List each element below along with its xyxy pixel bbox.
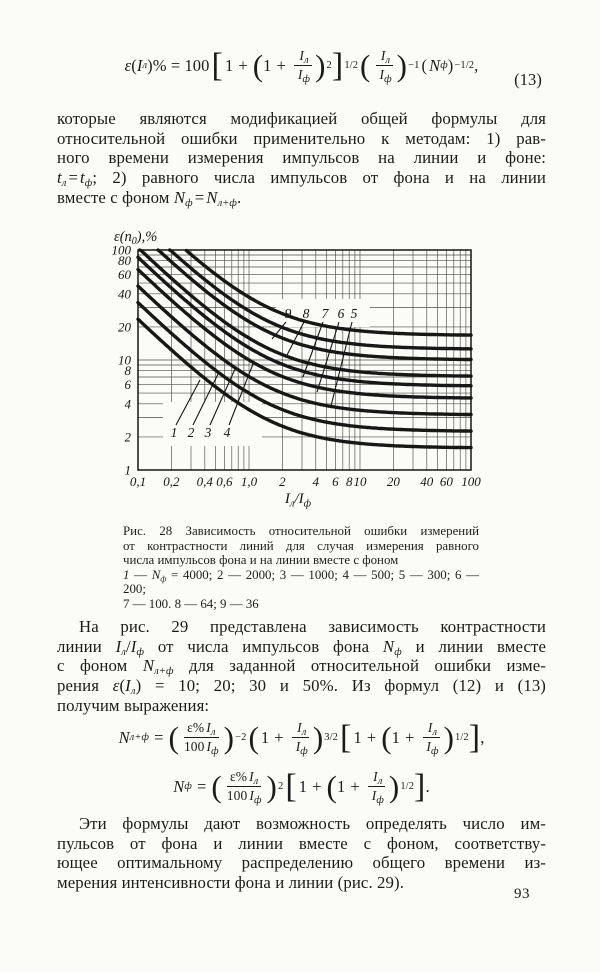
math-token: N [142,656,155,676]
y-tick: 10 [118,352,131,368]
math-token: t [80,168,85,188]
x-tick: 0,2 [163,474,180,489]
math-token: ф [376,795,384,806]
math-token: + [276,55,286,75]
math-token: N [151,567,161,582]
caption-line: числа импульсов фона и на линии вместе с фоном [123,553,399,568]
text-line: получим выражения: [57,695,210,715]
math-exponent: 3/2 [324,731,339,743]
text-line: Эти формулы дают возможность определять число им- [79,814,546,833]
math-token: N [173,187,186,207]
curve-label: 8 [302,306,310,321]
math-token: , [480,727,485,747]
fraction-Il-If [421,720,441,755]
page-number: 93 [514,886,530,902]
math-exponent: 1/2 [400,780,415,792]
y-tick: 6 [124,376,131,392]
text-run: от числа импульсов фона [144,636,383,656]
math-token: ф [384,74,392,86]
equation-N-line-plus-fon: N л+ф = ( $\frac{\varepsilon\% I_л}{100 I_ф}$ ) −2 ( 1 + $\frac{I_л}{I_ф}$ ) 3/2 [ 1 + ( 1 + $\frac{I_л}{I_ф}$ ) 1/2 ] , [118,718,485,757]
math-token: ε [112,676,120,696]
math-exponent: −2 [235,731,247,743]
text-line [57,637,546,657]
math-token: ф [394,646,402,658]
math-token: + [312,776,322,796]
fraction-eps-I [224,769,265,804]
y-axis-title: $\varepsilon(n_0),\%$ [114,229,158,247]
math-token: 1 [391,727,401,747]
x-axis-title: $I_л/I_ф$ [284,491,312,510]
math-token: I [115,636,122,656]
curve-label: 7 [321,306,329,321]
math-exponent: 2 [277,780,284,792]
curve-label: 9 [284,306,292,321]
x-tick: 4 [312,474,320,489]
curve-label: 3 [204,425,212,440]
math-token: + [274,727,284,747]
math-token: л [432,726,438,738]
text-run: с фоном [57,656,143,676]
math-token: I [295,739,301,754]
y-tick: 100 [111,242,131,258]
math-exponent: −1 [408,59,420,71]
math-token: I [373,768,378,784]
curve-label: 5 [350,306,358,321]
math-token: t [57,168,62,188]
y-tick: 8 [124,363,131,379]
math-token: 1 [336,776,346,796]
math-token: I [130,636,137,656]
math-token: л [61,178,67,190]
math-token: л+ф [154,666,174,678]
math-token: ф [302,74,311,86]
math-token: I [125,676,131,696]
y-tick: 40 [118,286,131,302]
math-token: N [206,187,218,207]
math-token: 1 [224,55,234,75]
figure-28-caption [123,524,479,612]
caption-line: Рис. 28 Зависимость относительной ошибки измерений [123,524,479,538]
text-run: ) = 10; 20; 30 и 50%. Из формул (12) и (13) [135,676,546,696]
math-token: N [173,776,185,796]
math-token: ε [124,55,132,75]
x-tick: 0,6 [216,474,233,489]
text-line [57,168,546,188]
y-tick: 1 [124,462,131,478]
x-tick: 0,4 [196,474,213,489]
y-tick: 4 [124,396,131,412]
text-line: которые являются модификацией общей формулы для [57,109,546,128]
text-run: вместе с фоном [57,187,174,207]
text-line: пульсов от фона и линии вместе с фоном, соответству- [57,833,546,853]
math-token: I [379,67,385,83]
math-token: + [405,727,415,747]
caption-legend-line: 7 — 100. 8 — 64; 9 — 36 [123,596,259,611]
math-token: л [130,686,136,698]
x-tick: 100 [461,474,481,489]
fraction-Il-If [291,720,311,755]
math-token: = [196,776,207,796]
math-token: N [429,55,441,75]
math-token: ф [84,178,93,190]
caption-legend-line [123,568,479,597]
paragraph-3 [57,814,546,893]
math-token: 100 [226,788,248,803]
paragraph-1 [57,109,546,208]
text-line [57,656,546,676]
text-line: На рис. 29 представлена зависимость контрастности [79,617,546,636]
math-token: 1 [260,727,270,747]
math-token: ( [119,676,126,696]
math-token: + [350,776,360,796]
math-token: I [297,67,303,83]
y-tick: 20 [118,319,131,335]
math-token: . [425,776,430,796]
x-tick: 10 [353,474,367,489]
y-tick: 2 [124,429,131,445]
fraction-eps-I [181,720,222,755]
math-token: I [206,739,212,754]
x-tick: 8 [345,474,353,489]
math-token: I [249,768,254,784]
text-line [57,188,546,208]
text-run: линии [57,636,116,656]
math-exponent: 1/2 [455,731,469,743]
x-tick: 1,0 [240,474,258,489]
text-line: ного времени измерения импульсов на линии и фоне: [57,148,546,168]
text-run: и линии вместе [401,636,547,656]
math-token: л [253,775,259,787]
text-run: рения [57,676,113,696]
fraction-Il-If [293,48,313,86]
text-line [57,676,546,696]
curve-label: 4 [223,425,231,440]
math-token: = [194,187,205,207]
math-token: л [210,726,216,738]
text-run: = 4000; [166,567,218,582]
equations-block [57,713,546,811]
text-run: для заданной относительной ошибки изме- [173,656,546,676]
equation-13-row: ε ( I л )% = 100 [ 1 + ( 1 + $\frac{I_л}{I_ф}$ ) 2 ] 1/2 ( $\frac{I_л}{I_ф}$ ) −1 ( N ф ) −1/2 , [124,46,479,86]
x-tick: 2 [279,474,286,489]
y-tick: 80 [118,253,131,269]
math-token: ф [253,795,262,806]
math-token: ф [211,746,219,757]
math-token: I [297,719,302,735]
math-token: ф [160,573,167,584]
x-tick: 20 [386,474,400,489]
equation-13 [57,48,546,110]
y-tick: 60 [118,266,131,282]
math-token: I [426,739,432,754]
math-token: 1 [298,776,308,796]
math-token: ) [447,55,454,75]
math-token: . [236,187,242,207]
math-token: + [366,727,377,747]
equation-N-fon: N ф = ( $\frac{\varepsilon\% I_л}{100 I_ф}$ ) 2 [ 1 + ( 1 + $\frac{I_л}{I_ф}$ ) 1/2 ] . [173,767,430,806]
math-token: ( [421,55,428,75]
math-token: + [238,55,248,75]
fraction-Il-If [374,48,394,86]
text-line: ющее оптимальному распределению общего времени из- [57,853,546,873]
math-token: ε% [187,719,205,735]
math-token: ф [300,746,308,757]
math-token: / [125,636,131,656]
math-exponent: 1/2 [344,59,359,71]
curve-label: 2 [187,425,195,440]
math-token: ε% [229,768,248,784]
math-token: = [68,168,79,188]
math-exponent: −1/2 [454,59,475,71]
text-run: ; 2) равного числа импульсов от фона и на линии [92,168,546,188]
paragraph-2 [57,617,546,716]
math-token: , [474,55,479,75]
curve-label: 6 [337,306,345,321]
x-tick: 0,1 [129,474,147,489]
math-token: = [154,727,164,747]
math-token: I [206,719,211,735]
math-token: 100 [183,739,205,754]
curve-index: 1 [123,567,130,582]
math-token: I [249,788,254,803]
math-token: л [121,646,126,658]
math-token: ф [185,197,193,209]
math-token: ф [431,746,439,757]
math-token: I [427,719,433,735]
fraction-Il-If [367,769,387,804]
math-token: ( [131,55,137,75]
math-token: л [377,775,383,787]
x-tick-labels [130,474,481,489]
math-exponent: 2 [326,59,332,71]
x-tick: 6 [332,474,339,489]
math-token: N [382,636,395,656]
text-run: — [129,567,152,582]
math-token: л [301,726,307,738]
math-token: I [371,788,377,803]
math-token: I [380,48,386,63]
math-token: л [303,55,309,66]
math-token: N [118,727,130,747]
curve-label: 1 [170,425,178,440]
math-token: л+ф [217,197,237,209]
x-tick: 60 [439,474,453,489]
y-tick-labels [112,243,132,478]
math-token: 1 [263,55,272,75]
math-token: 1 [353,727,362,747]
math-token: I [136,55,143,75]
text-line: относительной ошибки применительно к методам: 1) рав- [57,128,546,148]
math-token: ф [136,646,145,658]
math-token: л [385,55,391,66]
math-token: I [299,48,304,63]
equation-number: (13) [514,70,542,89]
text-line: мерения интенсивности фона и линии (рис. 29). [57,873,405,893]
x-tick: 40 [420,474,434,489]
caption-line: от контрастности линий для случая измерения равного [123,538,479,553]
math-token: )% = 100 [147,55,210,75]
text-run: 2 — 2000; 3 — 1000; 4 — 500; 5 — 300; 6 — 200; [123,567,479,597]
